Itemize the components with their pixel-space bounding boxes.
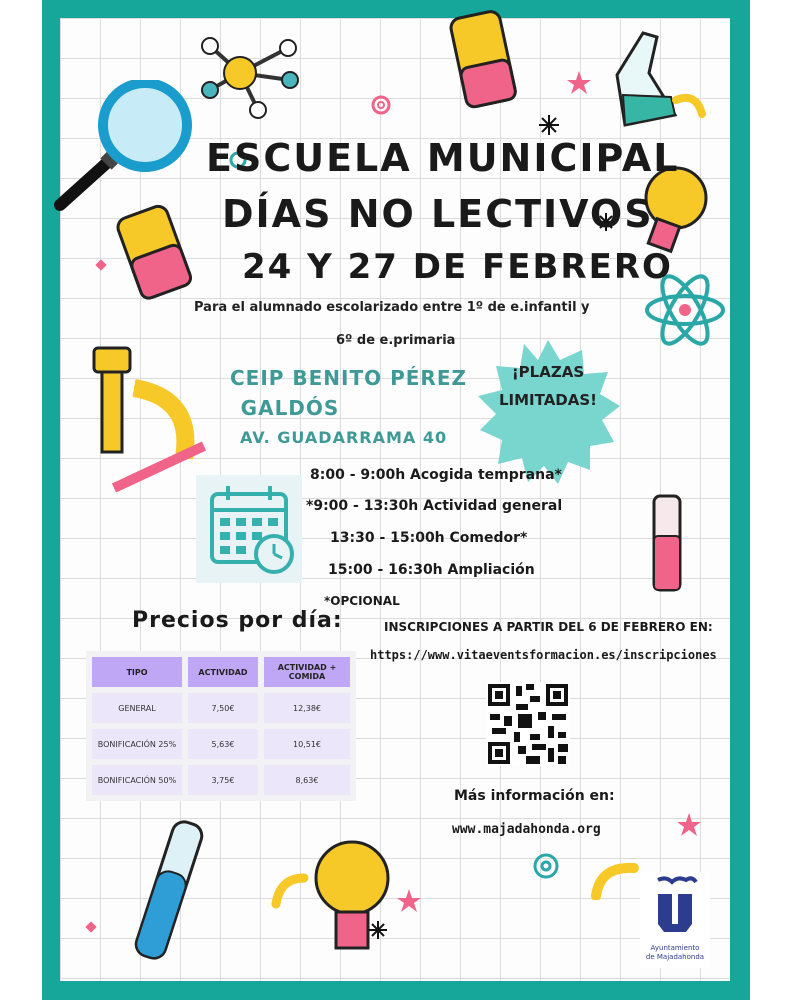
prices-title: Precios por día: bbox=[132, 608, 343, 633]
table-cell: GENERAL bbox=[92, 693, 182, 723]
schedule-item: 15:00 - 16:30h Ampliación bbox=[328, 562, 535, 578]
more-info-label: Más información en: bbox=[454, 788, 615, 804]
subtitle-line-1: Para el alumnado escolarizado entre 1º de e.infantil y bbox=[194, 300, 590, 315]
optional-note: *OPCIONAL bbox=[324, 594, 400, 608]
school-address: AV. GUADARRAMA 40 bbox=[240, 428, 448, 447]
light-bulb-icon-2 bbox=[312, 826, 392, 976]
table-header: TIPO bbox=[92, 657, 182, 687]
more-info-link[interactable]: www.majadahonda.org bbox=[452, 822, 601, 837]
battery-icon bbox=[448, 6, 518, 110]
spiral-icon-2 bbox=[532, 852, 560, 880]
schedule-item: 8:00 - 9:00h Acogida temprana* bbox=[310, 467, 562, 483]
star-icon-2 bbox=[676, 812, 702, 838]
title-dates: 24 Y 27 DE FEBRERO bbox=[242, 247, 673, 287]
star-icon-3 bbox=[396, 888, 422, 914]
sparkle-icon bbox=[94, 258, 108, 272]
table-cell: BONIFICACIÓN 25% bbox=[92, 729, 182, 759]
subtitle-line-2: 6º de e.primaria bbox=[336, 333, 456, 348]
badge-text-line-2: LIMITADAS! bbox=[498, 391, 598, 409]
curl-icon bbox=[590, 860, 640, 900]
molecule-icon bbox=[190, 28, 310, 128]
logo-text-line-1: Ayuntamiento bbox=[650, 944, 700, 952]
table-header: ACTIVIDAD bbox=[188, 657, 258, 687]
schedule-item: 13:30 - 15:00h Comedor* bbox=[330, 530, 528, 546]
sparkle-icon-2 bbox=[84, 920, 98, 934]
table-row bbox=[92, 765, 350, 795]
table-header: ACTIVIDAD + COMIDA bbox=[264, 657, 350, 687]
title-line-2: DÍAS NO LECTIVOS bbox=[222, 192, 654, 236]
battery-icon-2 bbox=[108, 200, 208, 300]
coat-of-arms-icon bbox=[652, 876, 698, 936]
spiral-icon bbox=[370, 94, 392, 116]
inscriptions-link[interactable]: https://www.vitaeventsformacion.es/inscripciones bbox=[370, 648, 717, 662]
magnifying-glass-icon bbox=[40, 80, 200, 220]
curl-icon-2 bbox=[270, 870, 310, 910]
table-row bbox=[92, 729, 350, 759]
badge-text-line-1: ¡PLAZAS bbox=[511, 363, 585, 381]
star-icon bbox=[566, 70, 592, 96]
table-cell: 8,63€ bbox=[264, 765, 350, 795]
test-tube-icon-2 bbox=[120, 812, 220, 962]
city-council-logo bbox=[640, 872, 710, 968]
school-name-line-1: CEIP BENITO PÉREZ bbox=[230, 366, 467, 390]
table-cell: 5,63€ bbox=[188, 729, 258, 759]
asterisk-icon-3 bbox=[368, 920, 388, 940]
qr-code[interactable] bbox=[486, 682, 570, 766]
logo-text-line-2: de Majadahonda bbox=[645, 953, 705, 961]
table-cell: 10,51€ bbox=[264, 729, 350, 759]
asterisk-icon bbox=[538, 114, 560, 136]
logo-text bbox=[640, 944, 710, 962]
table-cell: 3,75€ bbox=[188, 765, 258, 795]
table-cell: 12,38€ bbox=[264, 693, 350, 723]
inscriptions-text: INSCRIPCIONES A PARTIR DEL 6 DE FEBRERO EN: bbox=[384, 620, 713, 634]
schedule-item: *9:00 - 13:30h Actividad general bbox=[306, 498, 563, 514]
table-row bbox=[92, 693, 350, 723]
calendar-clock-icon bbox=[206, 482, 298, 578]
price-table bbox=[86, 651, 356, 801]
title-line-1: ESCUELA MUNICIPAL bbox=[206, 136, 680, 180]
test-tube-icon bbox=[632, 490, 702, 600]
table-cell: 7,50€ bbox=[188, 693, 258, 723]
microscope-icon bbox=[84, 328, 214, 498]
curl-icon-3 bbox=[672, 90, 708, 120]
table-cell: BONIFICACIÓN 50% bbox=[92, 765, 182, 795]
limited-places-badge bbox=[474, 338, 622, 486]
school-name-line-2: GALDÓS bbox=[240, 396, 340, 420]
